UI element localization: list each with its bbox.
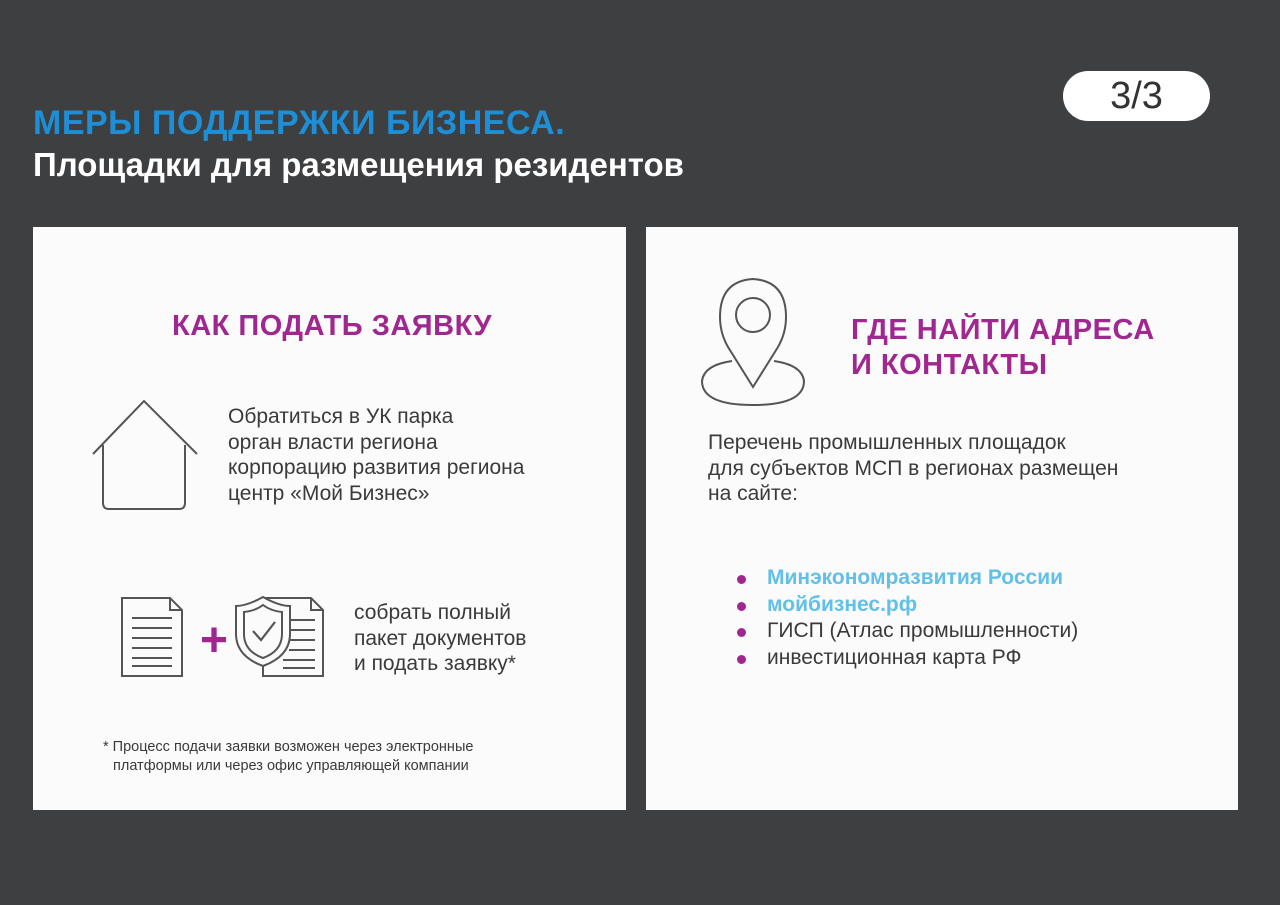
sites-list <box>737 565 1078 671</box>
how-to-apply-card <box>33 227 626 810</box>
footnote <box>103 738 473 776</box>
step2-line: и подать заявку* <box>354 652 516 675</box>
step2-text <box>354 600 526 677</box>
page-indicator-badge: 3/3 <box>1063 71 1210 121</box>
description-line: для субъектов МСП в регионах размещен <box>708 456 1119 480</box>
list-item <box>737 618 1078 645</box>
bullet-icon <box>737 628 746 637</box>
list-item[interactable] <box>737 592 1078 619</box>
step2-line: пакет документов <box>354 626 527 650</box>
footnote-line: * Процесс подачи заявки возможен через электронные <box>103 739 474 755</box>
document-icon <box>120 596 184 678</box>
house-icon <box>91 399 199 511</box>
page-subtitle: Площадки для размещения резидентов <box>33 146 684 183</box>
list-item[interactable] <box>737 565 1078 592</box>
heading-line: ГДЕ НАЙТИ АДРЕСА <box>851 314 1155 346</box>
bullet-icon <box>737 575 746 584</box>
step1-line: центр «Мой Бизнес» <box>228 481 430 505</box>
description-line: Перечень промышленных площадок <box>708 431 1066 454</box>
description-text <box>708 430 1118 507</box>
minek-link[interactable]: Минэкономразвития России <box>767 566 1064 589</box>
where-to-find-card <box>646 227 1238 810</box>
heading-line: И КОНТАКТЫ <box>851 349 1048 381</box>
bullet-icon <box>737 655 746 664</box>
footnote-line: платформы или через офис управляющей компании <box>113 758 469 774</box>
step1-line: корпорацию развития региона <box>228 456 525 479</box>
how-to-apply-heading: КАК ПОДАТЬ ЗАЯВКУ <box>172 310 493 342</box>
moibiznes-link[interactable]: мойбизнес.рф <box>767 592 918 616</box>
bullet-icon <box>737 602 746 611</box>
page-title: МЕРЫ ПОДДЕРЖКИ БИЗНЕСА. <box>33 104 566 142</box>
location-pin-icon <box>700 277 806 409</box>
plus-icon: + <box>200 614 229 667</box>
gisp-text: ГИСП (Атлас промышленности) <box>767 619 1079 642</box>
step1-text <box>228 404 524 506</box>
where-to-find-heading <box>851 313 1155 383</box>
step1-line: орган власти региона <box>228 430 438 454</box>
shield-check-document-icon <box>233 594 325 678</box>
investment-map-text: инвестиционная карта РФ <box>767 645 1022 669</box>
description-line: на сайте: <box>708 482 798 505</box>
step1-line: Обратиться в УК парка <box>228 405 454 428</box>
step2-line: собрать полный <box>354 601 511 624</box>
list-item <box>737 645 1078 672</box>
